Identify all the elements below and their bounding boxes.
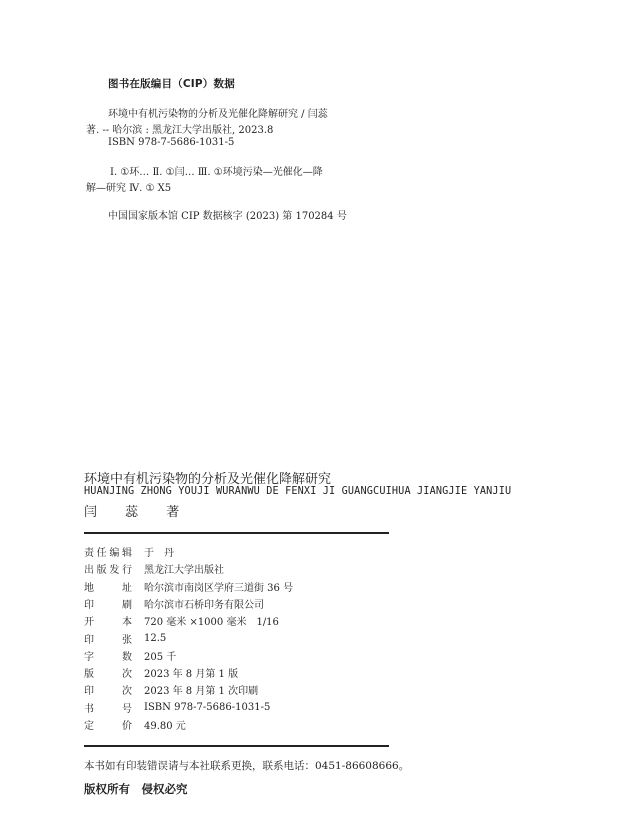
colophon-row <box>84 612 279 629</box>
colophon-label-char: 印 <box>84 634 94 646</box>
colophon-row <box>84 716 186 733</box>
colophon-label <box>84 682 132 697</box>
divider-bottom <box>84 745 389 747</box>
book-author: 闫 蕊 著 <box>84 505 192 520</box>
colophon-label-char: 版 <box>84 669 94 681</box>
cip-title-line: 环境中有机污染物的分析及光催化降解研究 / 闫蕊 <box>108 109 328 120</box>
colophon-label-char: 本 <box>122 617 132 629</box>
colophon-label-char: 责 <box>84 548 94 559</box>
colophon-row <box>84 595 264 612</box>
divider-top <box>84 532 389 534</box>
colophon-label <box>84 613 132 628</box>
colophon-label <box>84 579 132 594</box>
cip-subject-line: Ⅰ. ①环… Ⅱ. ①闫… Ⅲ. ①环境污染—光催化—降 <box>110 167 323 178</box>
colophon-row <box>84 578 293 595</box>
replacement-notice: 本书如有印装错误请与本社联系更换，联系电话：0451-86608666。 <box>84 760 410 772</box>
colophon-label <box>84 544 132 559</box>
colophon-label-char: 次 <box>122 686 132 698</box>
colophon-label-char: 发 <box>109 565 120 577</box>
colophon-label-char: 次 <box>122 669 132 681</box>
colophon-label <box>84 700 132 715</box>
colophon-value: 2023 年 8 月第 1 次印刷 <box>144 686 259 698</box>
colophon-label <box>84 631 132 646</box>
colophon-label-char: 开 <box>84 617 94 629</box>
colophon-value: 哈尔滨市南岗区学府三道街 36 号 <box>144 582 294 594</box>
colophon-label-char: 印 <box>84 686 94 698</box>
rights-statement: 版权所有 侵权必究 <box>84 782 188 796</box>
cip-record-number: 中国国家版本馆 CIP 数据核字 (2023) 第 170284 号 <box>108 211 347 222</box>
colophon-row <box>84 560 224 577</box>
colophon-label-char: 行 <box>121 565 132 577</box>
colophon-label-char: 地 <box>84 582 94 594</box>
colophon-label-char: 号 <box>122 703 132 715</box>
colophon-row <box>84 647 176 664</box>
colophon-label <box>84 596 132 611</box>
colophon-label-char: 书 <box>84 703 94 715</box>
colophon-label-char: 辑 <box>121 548 132 559</box>
book-title-pinyin: HUANJING ZHONG YOUJI WURANWU DE FENXI JI GUANGCUIHUA JIANGJIE YANJIU <box>84 486 512 497</box>
colophon-label-char: 址 <box>122 582 132 594</box>
colophon-value: 205 千 <box>144 651 177 663</box>
colophon-label-char: 张 <box>122 634 132 646</box>
colophon-label <box>84 648 132 663</box>
colophon-row <box>84 699 270 716</box>
colophon-value: 49.80 元 <box>144 721 186 732</box>
colophon-label-char: 刷 <box>122 599 132 611</box>
colophon-row <box>84 681 258 698</box>
colophon-row <box>84 664 238 681</box>
colophon-label-char: 编 <box>109 548 120 559</box>
colophon-label <box>84 717 132 732</box>
colophon-label-char: 版 <box>96 565 107 577</box>
colophon-row <box>84 630 166 647</box>
colophon-label-char: 定 <box>84 721 94 732</box>
colophon-value: 黑龙江大学出版社 <box>144 565 224 577</box>
colophon-value: 哈尔滨市石桥印务有限公司 <box>144 599 264 611</box>
cip-heading: 图书在版编目（CIP）数据 <box>108 78 235 90</box>
colophon-label <box>84 561 132 576</box>
cip-publisher-line: 著. -- 哈尔滨 : 黑龙江大学出版社, 2023.8 <box>86 125 274 136</box>
colophon-label-char: 印 <box>84 599 94 611</box>
cip-subject-line-2: 解—研究 Ⅳ. ① X5 <box>86 183 172 194</box>
colophon-value: 720 毫米 ×1000 毫米 1/16 <box>144 617 279 629</box>
colophon-value: 12.5 <box>144 632 167 644</box>
colophon-label-char: 出 <box>84 565 94 577</box>
colophon-value: ISBN 978-7-5686-1031-5 <box>144 701 271 713</box>
colophon-value: 2023 年 8 月第 1 版 <box>144 669 239 681</box>
colophon-value: 于 丹 <box>144 548 174 559</box>
cip-isbn-line: ISBN 978-7-5686-1031-5 <box>108 137 235 148</box>
colophon-label <box>84 665 132 680</box>
colophon-label-char: 价 <box>122 721 132 732</box>
book-title: 环境中有机污染物的分析及光催化降解研究 <box>84 472 332 487</box>
colophon-label-char: 字 <box>84 651 94 663</box>
colophon-label-char: 任 <box>96 548 107 559</box>
colophon-row <box>84 543 174 560</box>
colophon-label-char: 数 <box>122 651 132 663</box>
